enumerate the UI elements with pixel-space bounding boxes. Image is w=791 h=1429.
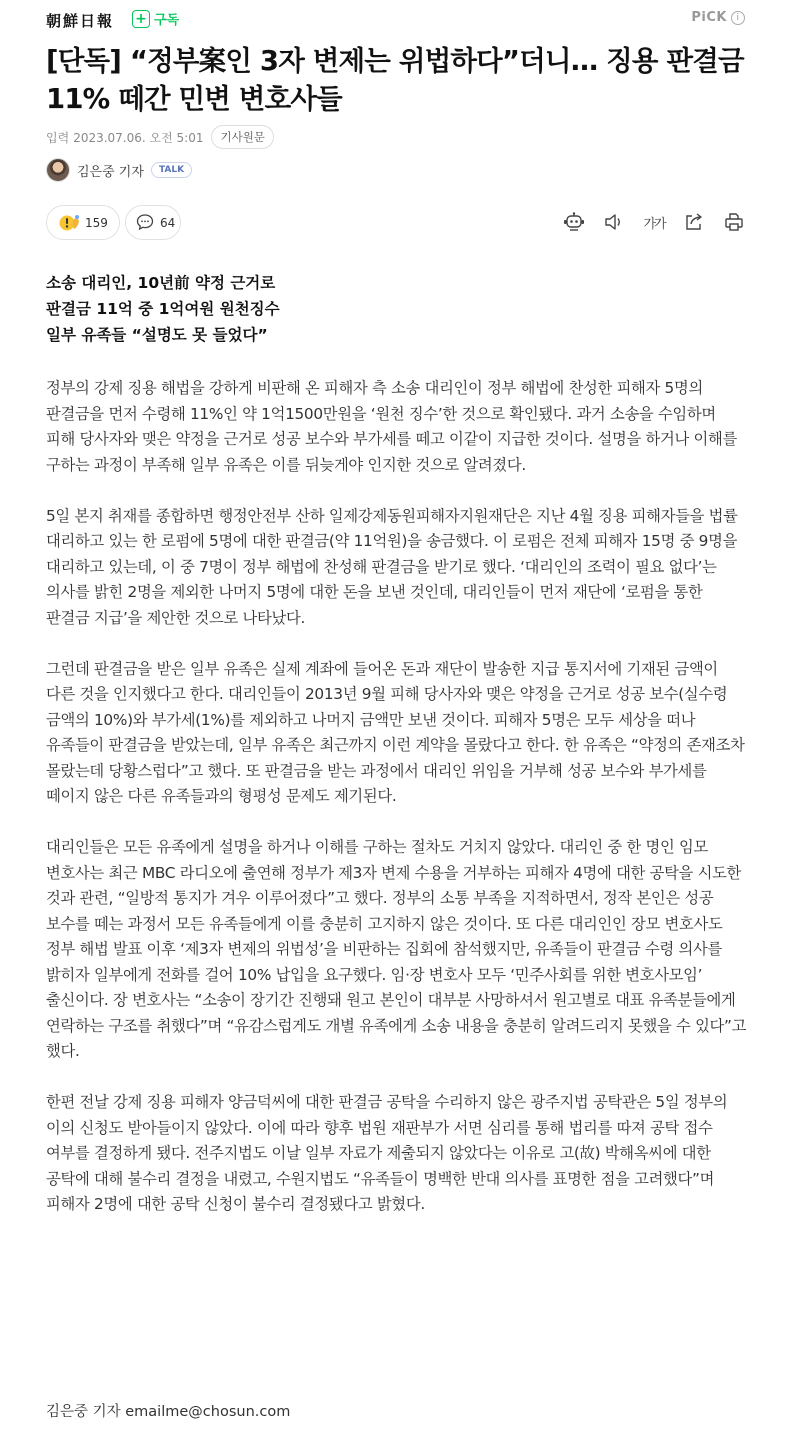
share-icon[interactable] (683, 211, 705, 233)
date-prefix: 입력 (46, 130, 70, 145)
article-paragraph: 그런데 판결금을 받은 일부 유족은 실제 계좌에 들어온 돈과 재단이 발송한 지급 통지서에 기재된 금액이 다른 것을 인지했다고 한다. 대리인들이 2013년 9월 피해 당사자와 맺은 약정을 근거로 성공 보수(실수령 금액의 10%)와 부가세(1%)를 제외하고 나머지 금액만 보낸 것이다. 피해자 5명은 모두 세상을 떠나 유족들이 판결금을 받았는데, 일부 유족은 최근까지 이런 계약을 몰랐다고 한다. 한 유족은 “약정의 존재조차 몰랐는데 당황스럽다”고 했다. 또 판결금을 받는 과정에서 대리인 위임을 거부해 성공 보수와 부가세를 떼이지 않은 다른 유족들과의 형평성 문제도 제기된다. (46, 659, 745, 805)
pick-label: PiCK (691, 10, 727, 25)
comment-button[interactable] (125, 205, 181, 240)
comment-icon (136, 213, 154, 233)
dateline (46, 125, 274, 149)
subhead-line: 소송 대리인, 10년前 약정 근거로 (46, 274, 276, 292)
reaction-count: 159 (85, 215, 108, 230)
subscribe-label: 구독 (154, 13, 180, 28)
article-body (46, 376, 747, 1243)
action-bar (46, 205, 745, 241)
subscribe-button[interactable] (132, 9, 179, 28)
subhead-line: 판결금 11억 중 1억여원 원천징수 (46, 300, 280, 318)
press-logo[interactable]: 朝鮮日報 (46, 12, 115, 30)
font-size-icon[interactable]: 가가 (643, 216, 665, 232)
date-label (46, 129, 203, 146)
print-icon[interactable] (723, 211, 745, 233)
talk-button[interactable]: TALK (151, 162, 192, 178)
tts-robot-icon[interactable] (563, 211, 585, 233)
article-headline: [단독] “정부案인 3자 변제는 위법하다”더니… 징용 판결금 11% 떼간 민변 변호사들 (46, 45, 744, 115)
article-subheads (46, 270, 280, 348)
top-bar (46, 8, 745, 32)
reporter-info (46, 158, 192, 182)
article-paragraph: 정부의 강제 징용 해법을 강하게 비판해 온 피해자 측 소송 대리인이 정부 해법에 찬성한 피해자 5명의 판결금을 먼저 수령해 11%인 약 1억1500만원을 ‘원천 징수’한 것으로 확인됐다. 과거 소송을 수임하며 피해 당사자와 맺은 약정을 근거로 성공 보수와 부가세를 떼고 이같이 지급한 것이다. 설명을 하거나 이해를 구하는 과정이 부족해 일부 유족은 이를 뒤늦게야 인지한 것으로 알려졌다. (46, 379, 737, 474)
article-paragraph: 한편 전날 강제 징용 피해자 양금덕씨에 대한 판결금 공탁을 수리하지 않은 광주지법 공탁관은 5일 정부의 이의 신청도 받아들이지 않았다. 이에 따라 향후 법원 재판부가 서면 심리를 통해 법리를 따져 공탁 접수 여부를 결정하게 됐다. 전주지법도 이날 일부 자료가 제출되지 않았다는 이유로 고(故) 박해옥씨에 대한 공탁에 대해 불수리 결정을 내렸고, 수원지법도 “유족들이 명백한 반대 의사를 표명한 점을 고려했다”며 피해자 2명에 대한 공탁 신청이 불수리 결정됐다고 밝혔다. (46, 1093, 728, 1213)
reaction-emoji-icon (59, 213, 79, 233)
reaction-button[interactable] (46, 205, 120, 240)
article-byline: 김은중 기자 emailme@chosun.com (46, 1404, 291, 1420)
comment-count: 64 (160, 215, 176, 230)
reporter-name[interactable]: 김은중 기자 (77, 164, 144, 180)
subscribe-plus-icon: + (132, 10, 150, 28)
article-tools (563, 211, 745, 233)
reporter-avatar[interactable] (46, 158, 70, 182)
article-paragraph: 5일 본지 취재를 종합하면 행정안전부 산하 일제강제동원피해자지원재단은 지난 4월 징용 피해자들을 법률 대리하고 있는 한 로펌에 5명에 대한 판결금(약 11억원)을 송금했다. 이 로펌은 전체 피해자 15명 중 9명을 대리하고 있는데, 이 중 7명이 정부 해법에 찬성해 판결금을 받기로 했다. ‘대리인의 조력이 필요 없다’는 의사를 밝힌 2명을 제외한 나머지 5명에 대한 돈을 보낸 것인데, 대리인들이 먼저 재단에 ‘로펌을 통한 판결금 지급’을 제안한 것으로 나타났다. (46, 506, 738, 627)
date-value: 2023.07.06. 오전 5:01 (73, 130, 204, 145)
audio-icon[interactable] (603, 211, 625, 233)
article-paragraph: 대리인들은 모든 유족에게 설명을 하거나 이해를 구하는 절차도 거치지 않았다. 대리인 중 한 명인 임모 변호사는 최근 MBC 라디오에 출연해 정부가 제3자 변제 수용을 거부하는 피해자 4명에 대한 공탁을 시도한 것과 관련, “일방적 통지가 겨우 이루어졌다”고 했다. 정부의 소통 부족을 지적하면서, 정작 본인은 성공 보수를 떼는 과정서 모든 유족들에게 이를 충분히 고지하지 않은 것이다. 또 다른 대리인인 장모 변호사도 정부 해법 발표 이후 ‘제3자 변제의 위법성’을 비판하는 집회에 참석했지만, 유족들이 판결금 수령 의사를 밝히자 일부에게 전화를 걸어 10% 납입을 요구했다. 임·장 변호사 모두 ‘민주사회를 위한 변호사모임’ 출신이다. 장 변호사는 “소송이 장기간 진행돼 원고 본인이 대부분 사망하셔서 원고별로 대표 유족분들에게 연락하는 구조를 취했다”며 “유감스럽게도 개별 유족에게 소송 내용을 충분히 알려드리지 못했을 수 있다”고 했다. (46, 838, 747, 1060)
subhead-line: 일부 유족들 “설명도 못 들었다” (46, 326, 268, 344)
info-icon[interactable]: i (731, 11, 745, 25)
original-article-button[interactable]: 기사원문 (211, 125, 273, 149)
pick-badge[interactable] (691, 10, 745, 25)
